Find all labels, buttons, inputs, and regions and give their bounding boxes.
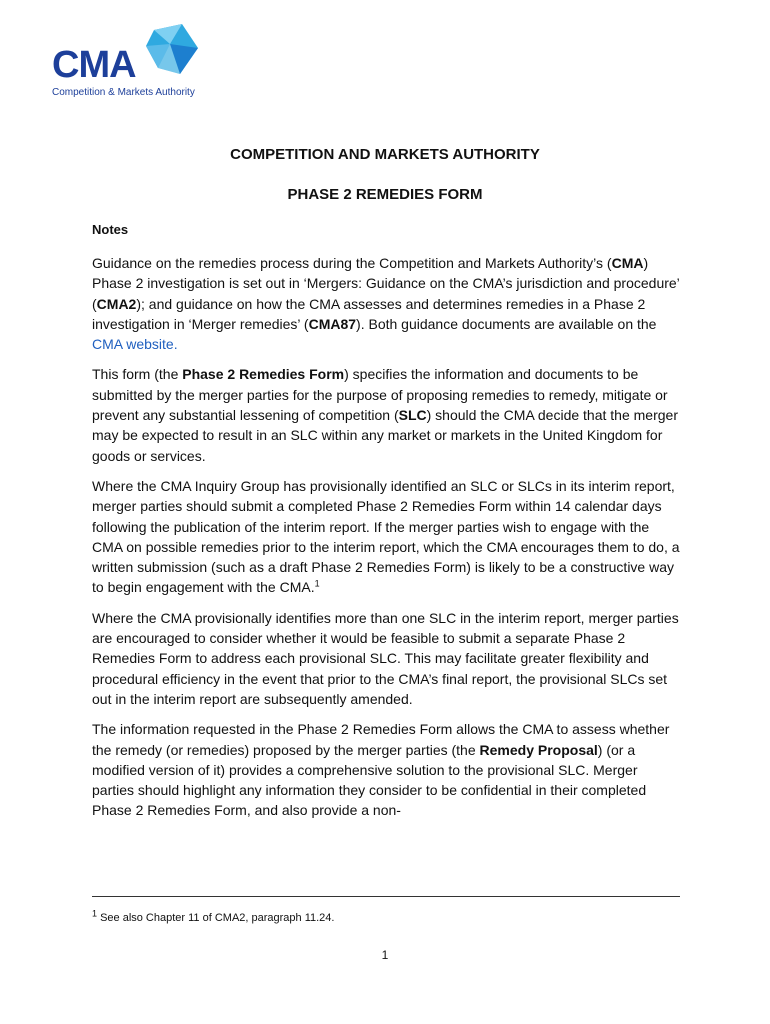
paragraph-3: Where the CMA Inquiry Group has provisionally identified an SLC or SLCs in its interim report, merger parties should submit a completed Phase 2 Remedies Form within 14 calendar days following the publication of the interim report. If the merger parties wish to engage with the CMA on possible remedies prior to the interim report, which the CMA encourages them to do, a written submission (such as a draft Phase 2 Remedies Form) is likely to be a constructive way to begin engagement with the CMA.$^1$: [92, 477, 680, 596]
logo-tagline: Competition & Markets Authority: [52, 87, 195, 98]
footnote-ref[interactable]: 1: [314, 578, 320, 589]
paragraph-1: Guidance on the remedies process during the Competition and Markets Authority’s (CMA) Phase 2 investigation is set out in ‘Mergers: Guidance on the CMA’s jurisdiction and procedure’ (CMA2); and guidance on how the CMA assesses and determines remedies in a Phase 2 investigation in ‘Merger remedies’ (CMA87). Both guidance documents are available on the CMA website.: [92, 255, 680, 353]
cma-logo: [52, 24, 212, 104]
paragraph-5: The information requested in the Phase 2 Remedies Form allows the CMA to assess whether the remedy (or remedies) proposed by the merger parties (the Remedy Proposal) (or a modified version of it) provides a comprehensive solution to the provisional SLC. Merger parties should highlight any information they consider to be confidential in their completed Phase 2 Remedies Form, and also provide a non-: [92, 721, 670, 819]
document-body: [92, 253, 682, 831]
logo-wordmark: CMA: [52, 44, 136, 86]
cma-website-link[interactable]: CMA website.: [92, 336, 178, 353]
footnote-divider: [92, 896, 680, 897]
notes-heading: Notes: [92, 222, 129, 237]
cma-logo-mark-icon: [140, 24, 200, 78]
document-subtitle: PHASE 2 REMEDIES FORM: [287, 186, 483, 203]
document-title: COMPETITION AND MARKETS AUTHORITY: [230, 146, 540, 163]
footnote: $^1$ See also Chapter 11 of CMA2, paragraph 11.24.: [92, 908, 335, 924]
paragraph-2: This form (the Phase 2 Remedies Form) specifies the information and documents to be submitted by the merger parties for the purpose of proposing remedies to remedy, mitigate or prevent any substantial lessening of competition (SLC) should the CMA decide that the merger may be expected to result in an SLC within any market or markets in the United Kingdom for goods or services.: [92, 366, 678, 464]
page-number: 1: [381, 948, 389, 962]
paragraph-4: Where the CMA provisionally identifies more than one SLC in the interim report, merger parties are encouraged to consider whether it would be feasible to submit a separate Phase 2 Remedies Form to address each provisional SLC. This may facilitate greater flexibility and procedural efficiency in the event that prior to the CMA’s final report, the provisional SLCs set out in the interim report are subsequently amended.: [92, 609, 679, 707]
